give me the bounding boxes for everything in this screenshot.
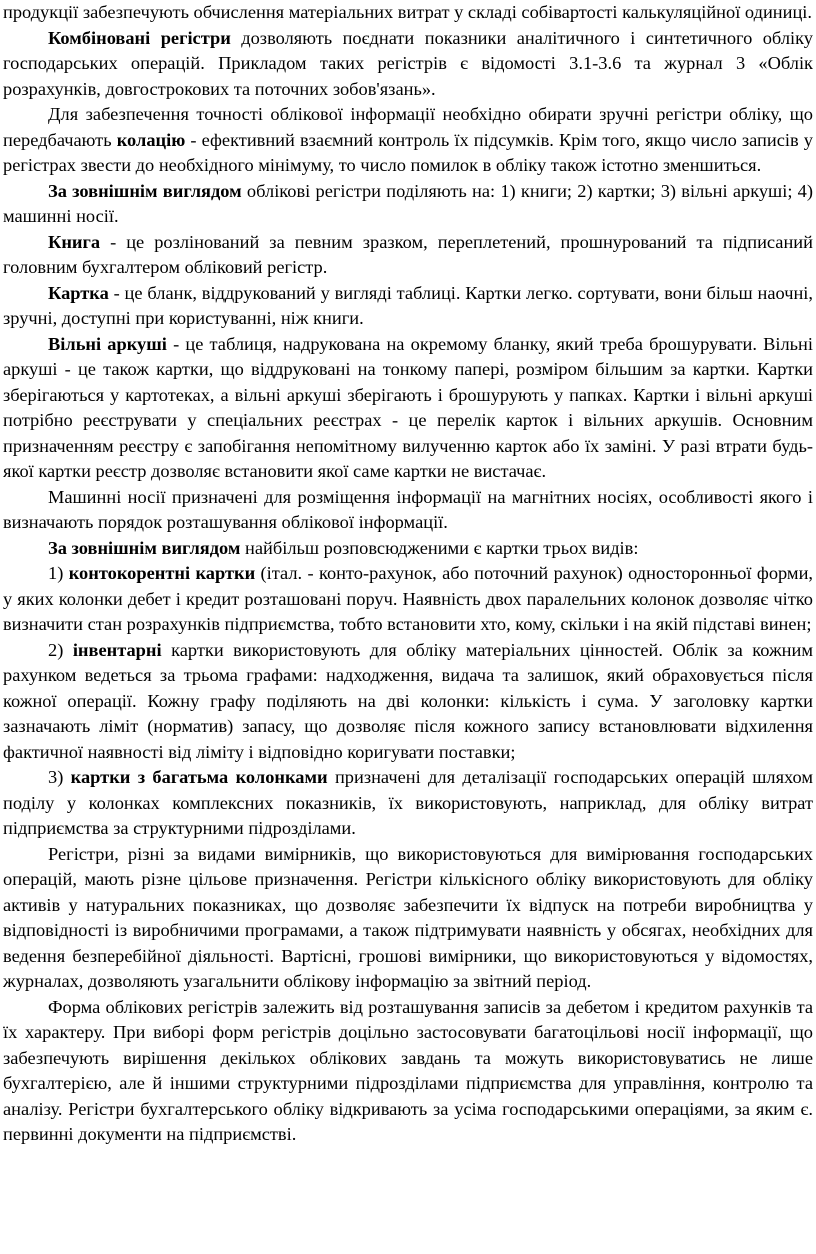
term-collation: колацію [116, 129, 186, 150]
term-multicolumn-cards: картки з багатьма колонками [70, 767, 328, 787]
paragraph-card-types [3, 536, 813, 562]
term-book: Книга [48, 231, 101, 252]
text-run: - ефективний взаємний контроль їх підсумків. Крім того, якщо число записів у регістрах звести до необхідного мінімуму, то число помилок в обліку також істотно зменшиться. [3, 129, 813, 175]
paragraph-continuation [3, 0, 813, 26]
list-item-multicolumn [3, 765, 813, 842]
text-run: Форма облікових регістрів залежить від розташування записів за дебетом і кредитом рахунків та їх характеру. При виборі форм регістрів доцільно застосовувати багатоцільові носії інформації, що забезпечують вирішення декількох облікових завдань та можуть використовуватись не лише бухгалтерією, але й іншими структурними підрозділами підприємства для управління, контролю та аналізу. Регістри бухгалтерського обліку відкривають за усіма господарськими операціями, за яким є. первинні документи на підприємстві. [3, 996, 813, 1144]
paragraph-combined-registers [3, 26, 813, 103]
term-appearance: За зовнішнім виглядом [48, 537, 241, 558]
text-run: (італ. - конто-рахунок, або поточний рахунок) односторонньої форми, у яких колонки дебет і кредит розташовані поруч. Наявність двох паралельних колонок дозволяє чітко визначити стан розрахунків підприємства, тобто встановити хто, кому, скільки і на якій підставі винен; [3, 563, 814, 634]
text-run: найбільш розповсюдженими є картки трьох видів: [240, 537, 639, 558]
text-run: дозволяють поєднати показники аналітичного і синтетичного обліку господарських операцій. Прикладом таких регістрів є відомості 3.1-3.6 та журнал 3 «Облік розрахунків, довгострокових та поточних зобов'язань». [3, 27, 813, 99]
term-combined-registers: Комбіновані регістри [48, 27, 231, 48]
list-item-contocurrent [3, 561, 813, 638]
text-run: Машинні носії призначені для розміщення інформації на магнітних носіях, особливості якого і визначають порядок розташування облікової інформації. [3, 486, 813, 532]
text-run: - це таблиця, надрукована на окремому бланку, який треба брошурувати. Вільні аркуші - це також картки, що віддруковані на тонкому папері, розміром більшим за картки. Картки зберігаються у картотеках, а вільні аркуші зберігають і брошурують у папках. Картки і вільні аркуші потрібно реєструвати у спеціальних реєстрах - це перелік карток і вільних аркушів. Основним призначенням реєстру є запобігання непомітному вилученню карток або їх заміні. У разі втрати будь-якої картки реєстр дозволяє встановити якої саме картки не вистачає. [3, 333, 813, 481]
paragraph-card [3, 281, 813, 332]
paragraph-collation [3, 102, 813, 179]
text-run: Регістри, різні за видами вимірників, що використовуються для вимірювання господарських операцій, мають різне цільове призначення. Регістри кількісного обліку використовують для обліку активів у натуральних показниках, що дозволяє забезпечити їх відпуск на потреби виробництва у відповідності із виробничими програмами, а також підтримувати наявність у обсягах, необхідних для ведення безперебійної діяльності. Вартісні, грошові вимірники, що використовуються у відомостях, журналах, дозволяють узагальнити облікову інформацію за звітний період. [3, 843, 813, 991]
paragraph-loose-sheets [3, 332, 813, 485]
term-card: Картка [48, 282, 109, 303]
text-run: Для забезпечення точності облікової інформації необхідно обирати зручні регістри обліку, що передбачають [3, 104, 813, 150]
text-run: - це бланк, віддрукований у вигляді таблиці. Картки легко. сортувати, вони більш наочні, зручні, доступні при користуванні, ніж книги. [3, 282, 813, 328]
list-number: 3) [48, 767, 71, 787]
document-page [3, 0, 813, 1148]
list-number: 2) [48, 639, 73, 660]
paragraph-register-form [3, 995, 813, 1148]
term-loose-sheets: Вільні аркуші [48, 333, 167, 354]
text-run: картки використовують для обліку матеріальних цінностей. Облік за кожним рахунком ведеться за трьома графами: надходження, видача та залишок, який обраховується після кожної операції. Кожну графу поділяють на дві колонки: кількість і сума. У заголовку картки зазначають ліміт (норматив) запасу, що дозволяє після кожного запису встановлювати відхилення фактичної наявності від ліміту і відповідно коригувати поставки; [3, 639, 813, 762]
term-contocurrent-cards: контокорентні картки [68, 563, 256, 583]
term-appearance: За зовнішнім виглядом [48, 180, 242, 201]
term-inventory: інвентарні [72, 639, 162, 660]
paragraph-appearance [3, 179, 813, 230]
paragraph-book [3, 230, 813, 281]
text-run: - це розлінований за певним зразком, переплетений, прошнурований та підписаний головним бухгалтером обліковий регістр. [3, 231, 813, 277]
paragraph-measures [3, 842, 813, 995]
paragraph-machine-media [3, 485, 813, 536]
text-run: облікові регістри поділяють на: 1) книги; 2) картки; 3) вільні аркуші; 4) машинні носії. [3, 180, 813, 226]
text-run: продукції забезпечують обчислення матеріальних витрат у складі собівартості калькуляційної одиниці. [3, 2, 813, 22]
list-item-inventory [3, 638, 813, 766]
text-run: призначені для деталізації господарських операцій шляхом поділу у колонках комплексних показників, їх використовують, наприклад, для обліку витрат підприємства за структурними підрозділами. [3, 767, 813, 838]
list-number: 1) [48, 563, 69, 583]
